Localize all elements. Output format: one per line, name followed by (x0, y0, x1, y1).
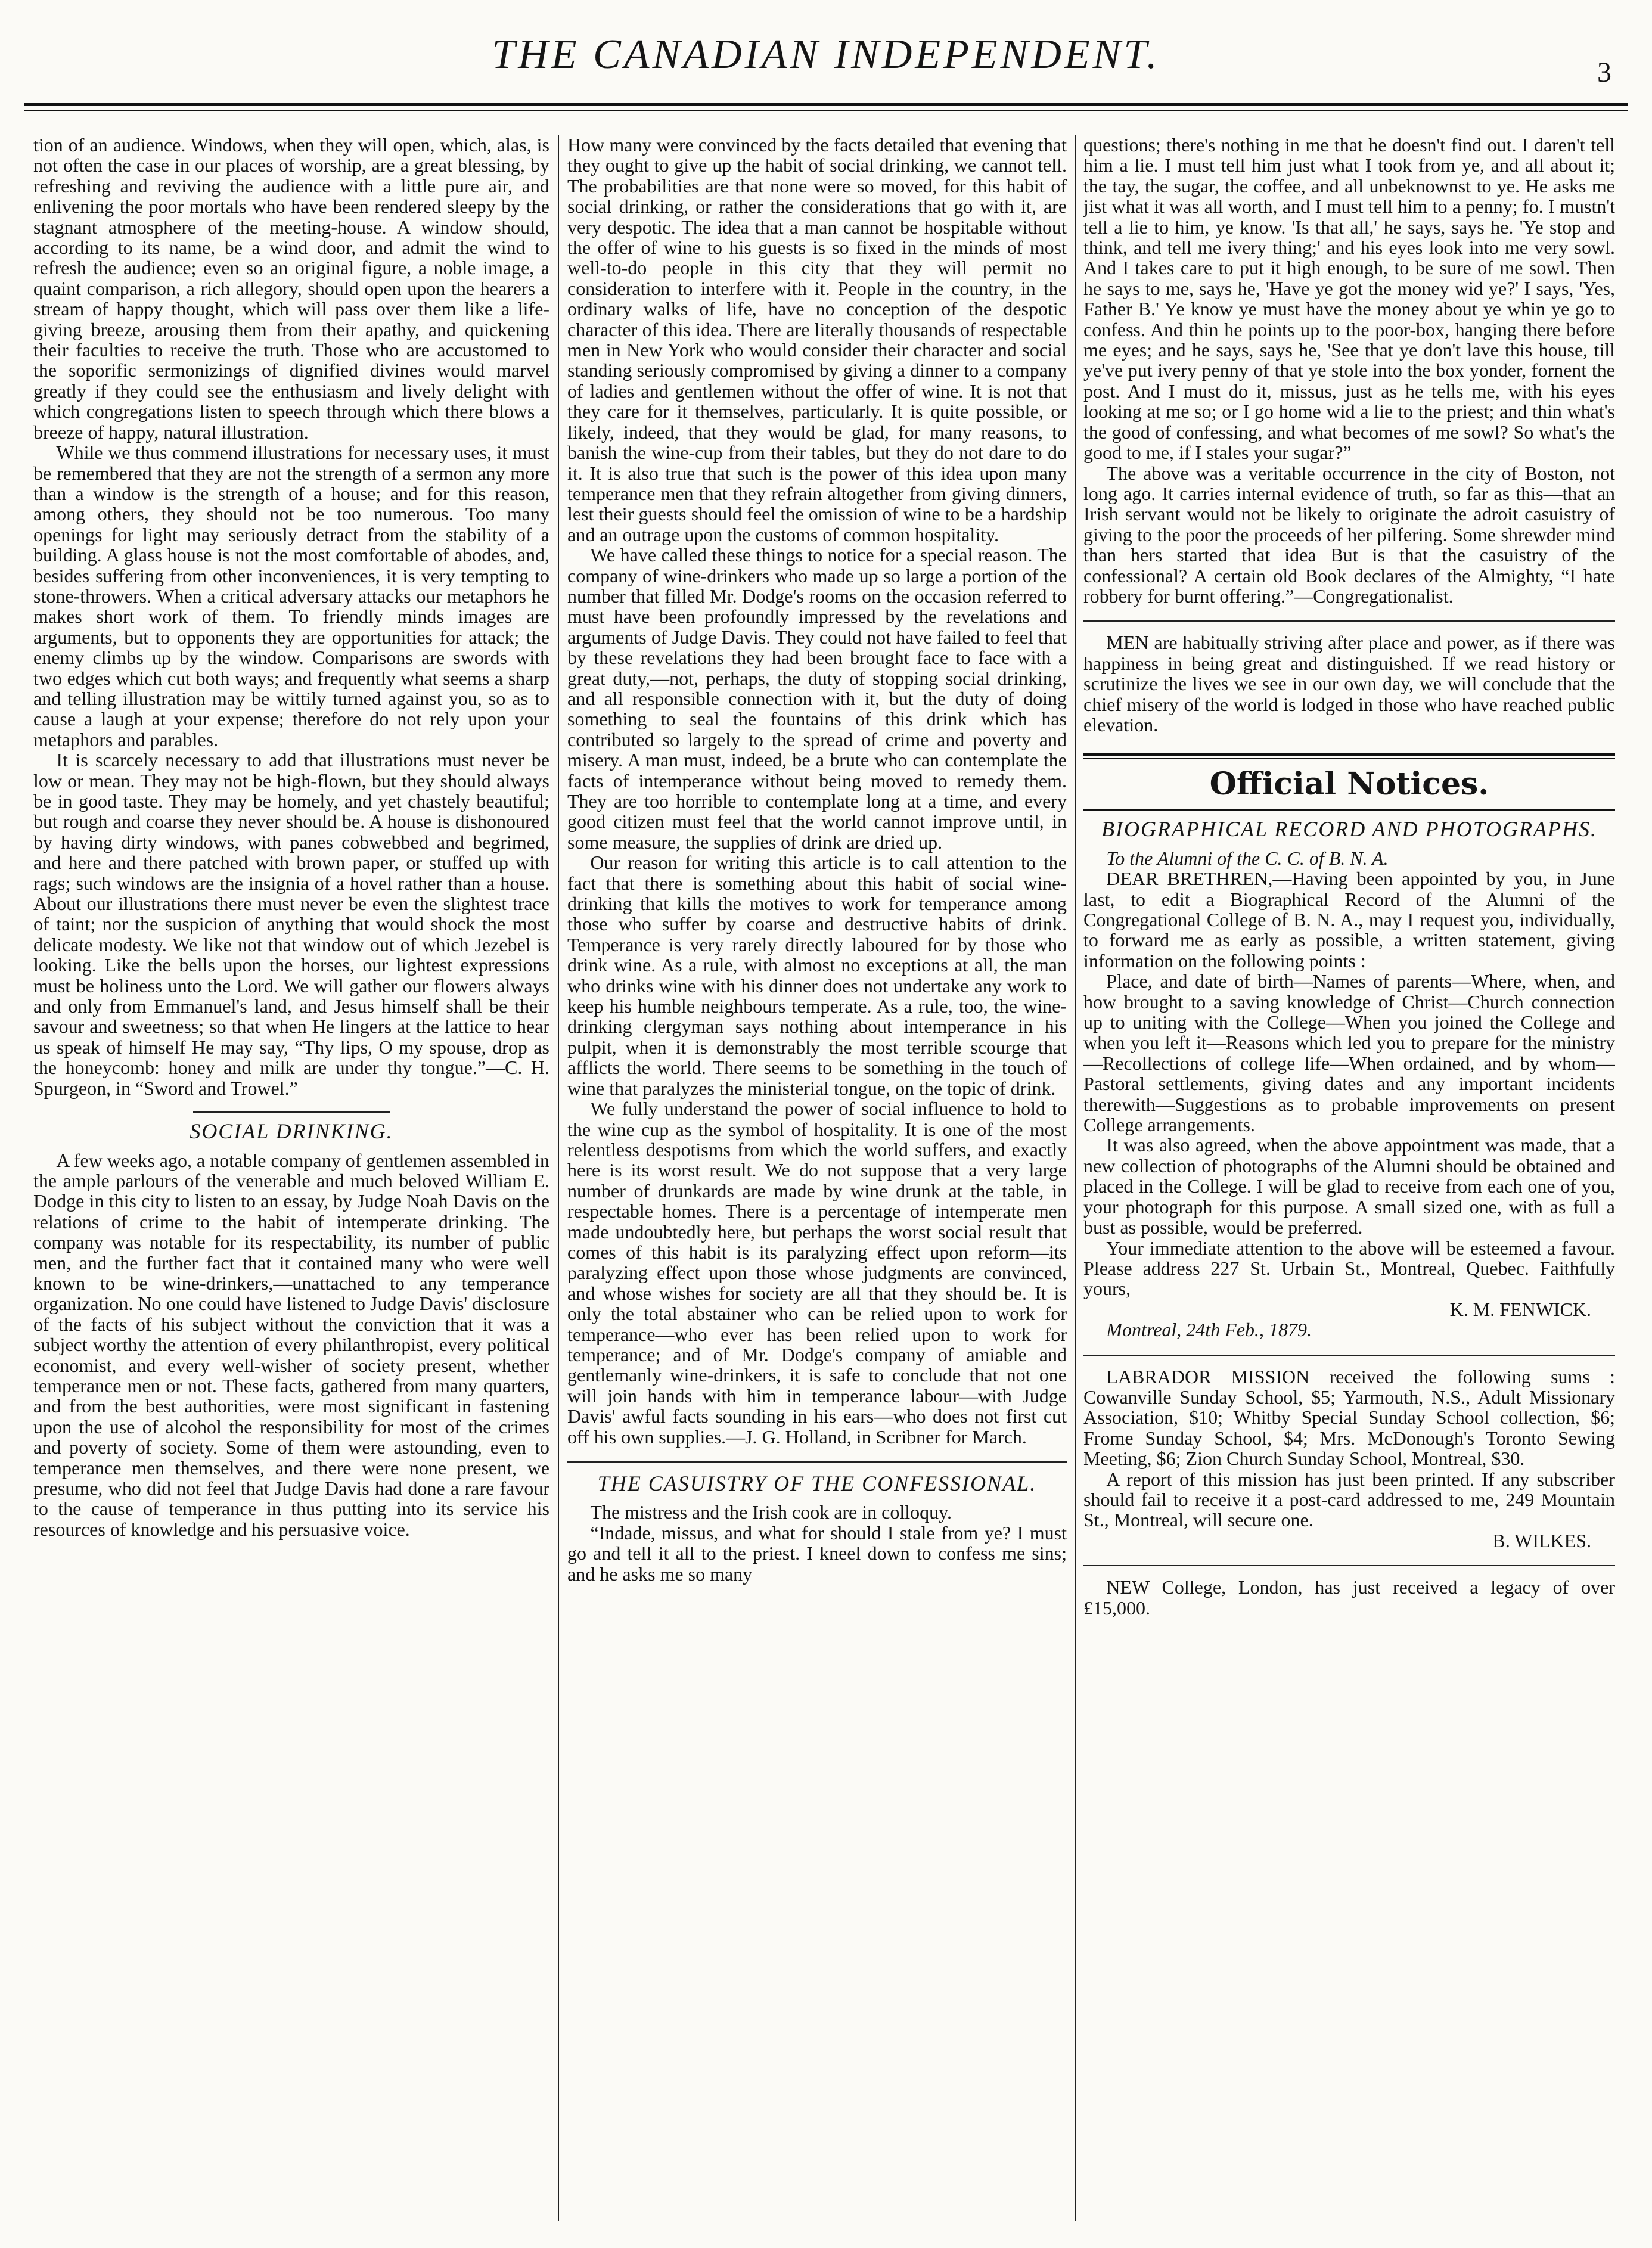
paragraph: We have called these things to notice for a special reason. The company of wine-drinkers who made up so large a portion of the number that filled Mr. Dodge's rooms on the occasion referred to must have been profoundly impressed by the revelations and arguments of Judge Davis. They could not have failed to feel that by these revelations they had been brought face to face with a great duty,—not, perhaps, the duty of stopping social drinking, and all responsible connection with it, but the duty of doing something to seal the fountains of this drink which has contributed so largely to the spread of crime and poverty and misery. A man must, indeed, be a brute who can contemplate the facts of intemperance without being moved to remedy them. They are too horrible to contemplate long at a time, and every good citizen must feel that the world cannot improve until, in some measure, the supplies of drink are dried up. (567, 544, 1067, 853)
paragraph: Place, and date of birth—Names of parents—Where, when, and how brought to a saving knowledge of Christ—Church connection up to uniting with the College—When you joined the College and when you left it—Reasons which led you to prepare for the ministry—Recollections of college life—When ordained, and by whom—Pastoral settlements, giving dates and any important incidents therewith—Suggestions as to probable improvements on present College arrangements. (1083, 970, 1615, 1136)
paragraph: Our reason for writing this article is to call attention to the fact that there is something about this habit of social wine-drinking that kills the motives to work for temperance among those who suffer by coarse and destructive habits of drink. Temperance is very rarely directly laboured for by those who drink wine. As a rule, with almost no exceptions at all, the man who drinks wine with his dinner does not undertake any work to keep his humble neighbours temperate. As a rule, too, the wine-drinking clergyman says nothing about intemperance in his pulpit, when it is demonstrably the most terrible scourge that afflicts the world. There seems to be something in the touch of wine that paralyzes the ministerial tongue, on the topic of drink. (567, 852, 1067, 1099)
paragraph: Your immediate attention to the above will be esteemed a favour. Please address 227 St. Urbain St., Montreal, Quebec. Faithfully yours, (1083, 1237, 1615, 1300)
newspaper-title: THE CANADIAN INDEPENDENT. (492, 32, 1160, 77)
section-rule (1083, 620, 1615, 622)
page-header (24, 0, 1628, 113)
column-2 (567, 135, 1067, 2215)
paragraph: It is scarcely necessary to add that illustrations must never be low or mean. They may not be high-flown, but they should always be in good taste. They may be homely, and yet chastely beautiful; but rough and coarse they never should be. A house is dishonoured by having dirty windows, with panes cobwebbed and begrimed, and here and there patched with brown paper, or stuffed up with rags; such windows are the insignia of a hovel rather than a house. About our illustrations there must never be even the slightest trace of taint; nor the suspicion of anything that would shock the most delicate modesty. We like not that window out of which Jezebel is looking. Like the bells upon the horses, our lightest expressions must be holiness unto the Lord. We will gather our flowers always and only from Emmanuel's land, and Jesus himself shall be their savour and sweetness; so that when He lingers at the lattice to hear us speak of himself He may say, “Thy lips, O my spouse, drop as the honeycomb: honey and milk are under thy tongue.”—C. H. Spurgeon, in “Sword and Trowel.” (33, 749, 549, 1099)
paragraph: questions; there's nothing in me that he doesn't find out. I daren't tell him a lie. I must tell him just what I took from ye, and all about it; the tay, the sugar, the coffee, and all unbeknownst to ye. He asks me jist what it was all worth, and I must tell him to a penny; fo. I mustn't tell a lie to him, ye know. 'Is that all,' he says, says he. 'Ye stop and think, and tell me ivery thing;' and his eyes look into me very sowl. And I takes care to put it high enough, to be sure of me sowl. Then he says to me, says he, 'Have ye got the money wid ye?' I says, 'Yes, Father B.' Ye know ye must have the money about ye whin ye go to confess. And thin he points up to the poor-box, hanging there before me eyes; and he says, says he, 'See that ye don't lave this house, till ye've put ivery penny of that ye stole into the box yonder, fornent the post. And I must do it, missus, just as he tells me, with his eyes looking at me so; or I go home wid a lie to the priest; and thin what's the good of confessing, and what becomes of me sowl? So what's the good to me, if I stales your sugar?” (1083, 135, 1615, 464)
paragraph: A few weeks ago, a notable company of gentlemen assembled in the ample parlours of the venerable and much beloved William E. Dodge in this city to listen to an essay, by Judge Noah Davis on the relations of crime to the habit of intemperate drinking. The company was notable for its respectability, its number of public men, and the further fact that it contained many who were well known to be wine-drinkers,—unattached to any temperance organization. No one could have listened to Judge Davis' disclosure of the facts of his subject without the conviction that it was a subject worthy the attention of every philanthropist, every political economist, and every well-wisher of society present, whether temperance men or not. These facts, gathered from many quarters, and from the best authorities, were most significant in fastening upon the use of alcohol the responsibility for most of the crimes and poverty of society. Some of them were astounding, even to temperance men themselves, and there were none present, we presume, who did not feel that Judge Davis had done a rare favour to the cause of temperance in thus putting into its service his resources of knowledge and his persuasive voice. (33, 1149, 549, 1540)
column-3 (1083, 135, 1615, 2215)
salutation: To the Alumni of the C. C. of B. N. A. (1106, 847, 1389, 869)
section-rule (1083, 1565, 1615, 1566)
notices-rule (1083, 758, 1615, 759)
paragraph: It was also agreed, when the above appointment was made, that a new collection of photographs of the Alumni should be obtained and placed in the College. I will be glad to receive from each one of you, your photograph for this purpose. A small sized one, with as full a bust as possible, would be preferred. (1083, 1134, 1615, 1238)
paragraph: While we thus commend illustrations for necessary uses, it must be remembered that they are not the strength of a sermon any more than a window is the strength of a house; and for this reason, among others, they should not be too numerous. Too many openings for light may seriously detract from the stability of a building. A glass house is not the most comfortable of abodes, and, besides suffering from other inconveniences, it is very tempting to stone-throwers. When a critical adversary attacks our metaphors he makes short work of them. To friendly minds images are arguments, but to opponents they are opportunities for attack; the enemy climbs up by the window. Comparisons are swords with two edges which cut both ways; and frequently what seems a sharp and telling illustration may be wittily turned against you, so as to cause a laugh at your expense; therefore do not rely upon your metaphors and parables. (33, 442, 549, 750)
section-rule (567, 1461, 1067, 1463)
paragraph: We fully understand the power of social influence to hold to the wine cup as the symbol of hospitality. It is one of the most relentless despotisms from which the world suffers, and exactly here is its worst result. We do not suppose that a very large number of drunkards are made by wine drunk at the table, in respectable homes. There is a percentage of intemperate men made undoubtedly here, but perhaps the worst social result that comes of this habit is its paralyzing effect upon reform—its paralyzing effect upon those whose judgments are convinced, and whose wishes for society are all that they should be. It is only the total abstainer who can be relied upon to work for temperance—who ever has been relied upon to work for temperance; and of Mr. Dodge's company of amiable and gentlemanly wine-drinkers, it is safe to conclude that not one will join hands with him in temperance labour—with Judge Davis' awful facts sounding in his ears—who does not first cut off his own supplies.—J. G. Holland, in Scribner for March. (567, 1098, 1067, 1448)
article-heading-social-drinking: SOCIAL DRINKING. (190, 1119, 393, 1144)
notices-rule (1083, 809, 1615, 811)
signature: K. M. FENWICK. (1449, 1298, 1591, 1320)
paragraph: DEAR BRETHREN,—Having been appointed by you, in June last, to edit a Biographical Record of the Alumni of the Congregational College of B. N. A., may I request you, individually, to forward me as early as possible, a written statement, giving information on the following points : (1083, 868, 1615, 971)
column-1 (33, 135, 549, 2215)
article-heading-casuistry: THE CASUISTRY OF THE CONFESSIONAL. (597, 1471, 1037, 1495)
paragraph: tion of an audience. Windows, when they will open, which, alas, is not often the case in our places of worship, are a great blessing, by refreshing and reviving the audience with a little pure air, and enlivening the poor mortals who have been rendered sleepy by the stagnant atmosphere of the meeting-house. A window should, according to its name, be a wind door, and admit the wind to refresh the audience; even so an original figure, a noble image, a quaint comparison, a rich allegory, should open upon the hearers a stream of happy thought, which will pass over them like a life-giving breeze, arousing them from their apathy, and quickening their faculties to receive the truth. Those who are accustomed to the soporific sermonizings of dignified divines would marvel greatly if they could see the enthusiasm and lively delight with which congregations listen to speech through which there blows a breeze of happy, natural illustration. (33, 135, 549, 443)
notices-rule (1083, 753, 1615, 756)
signature: B. WILKES. (1492, 1529, 1591, 1551)
article-heading-biographical-record: BIOGRAPHICAL RECORD AND PHOTOGRAPHS. (1101, 817, 1597, 842)
official-notices-heading: Official Notices. (1209, 766, 1489, 803)
page-number: 3 (1597, 57, 1611, 88)
column-divider-1 (558, 135, 559, 2221)
paragraph: A report of this mission has just been printed. If any subscriber should fail to receive it a post-card addressed to me, 249 Mountain St., Montreal, will secure one. (1083, 1468, 1615, 1531)
paragraph: MEN are habitually striving after place and power, as if there was happiness in being great and distinguished. If we read history or scrutinize the lives we see in our own day, we will conclude that the chief misery of the world is lodged in those who have reached public elevation. (1083, 632, 1615, 735)
paragraph: “Indade, missus, and what for should I stale from ye? I must go and tell it all to the priest. I kneel down to confess me sins; and he asks me so many (567, 1522, 1067, 1585)
header-rule-thick (24, 103, 1628, 106)
paragraph: How many were convinced by the facts detailed that evening that they ought to give up the habit of social drinking, we cannot tell. The probabilities are that none were so moved, for this habit of social drinking, or rather the considerations that go with it, are very despotic. The idea that a man cannot be hospitable without the offer of wine to his guests is so fixed in the minds of most well-to-do people in this city that they will permit no consideration to interfere with it. People in the country, in the ordinary walks of life, have no conception of the despotic character of this idea. There are literally thousands of respectable men in New York who would consider their character and social standing seriously compromised by giving a dinner to a company of ladies and gentlemen without the offer of wine. It is not that they care for it themselves, particularly. It is quite possible, or likely, indeed, that they would be glad, for many reasons, to banish the wine-cup from their tables, but they do not dare to do it. It is also true that such is the power of this idea upon many temperance men that they refrain altogether from giving dinners, lest their guests should feel the omission of wine to be a hardship and an outrage upon the customs of common hospitality. (567, 135, 1067, 545)
dateline: Montreal, 24th Feb., 1879. (1106, 1319, 1312, 1341)
paragraph: NEW College, London, has just received a legacy of over £15,000. (1083, 1576, 1615, 1619)
section-rule (193, 1111, 390, 1113)
column-divider-2 (1075, 135, 1076, 2221)
section-rule (1083, 1355, 1615, 1356)
paragraph: The above was a veritable occurrence in the city of Boston, not long ago. It carries internal evidence of truth, so far as this—that an Irish servant would not be likely to originate the adroit casuistry of giving to the poor the proceeds of her pilfering. Some shrewder mind than hers started that idea But is that the casuistry of the confessional? A certain old Book declares of the Almighty, “I hate robbery for burnt offering.”—Congregationalist. (1083, 462, 1615, 607)
paragraph: The mistress and the Irish cook are in colloquy. (590, 1501, 952, 1523)
paragraph: LABRADOR MISSION received the following sums : Cowanville Sunday School, $5; Yarmouth, N.S., Adult Missionary Association, $10; Whitby Special Sunday School collection, $6; Frome Sunday School, $4; Mrs. McDonough's Toronto Sewing Meeting, $6; Zion Church Sunday School, Montreal, $30. (1083, 1365, 1615, 1470)
header-rule-thin (24, 110, 1628, 111)
